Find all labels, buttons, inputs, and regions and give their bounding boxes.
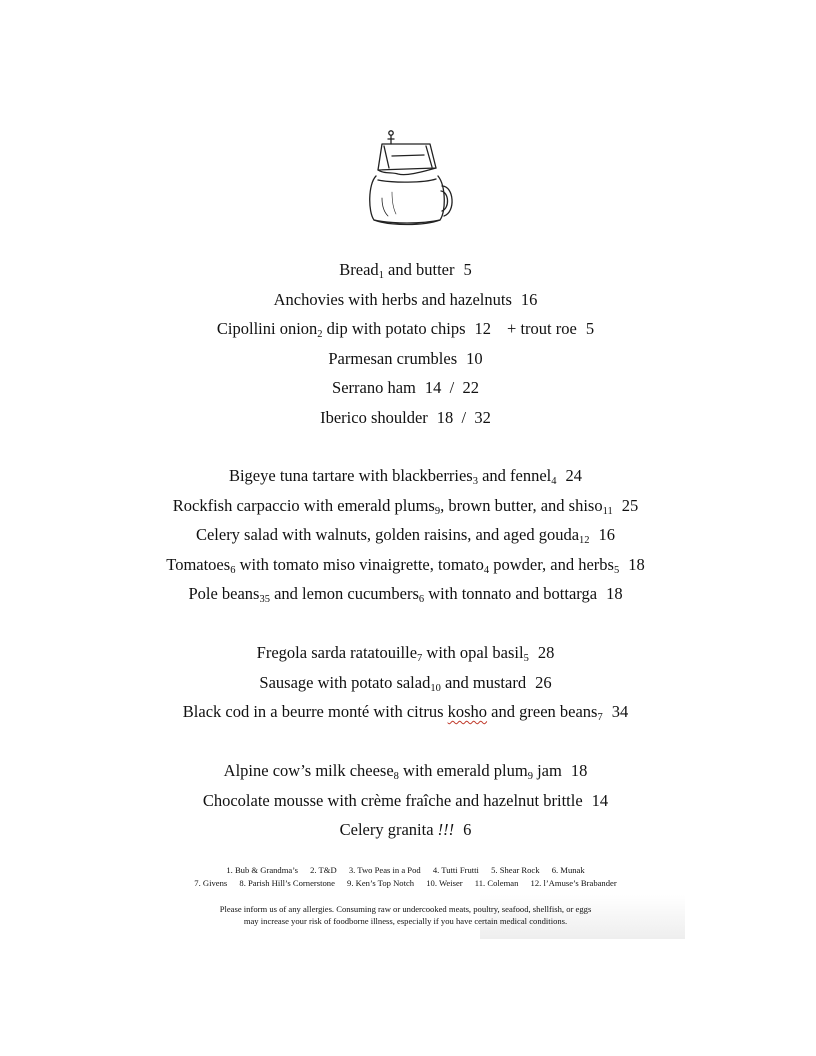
farm-footnote-ref: 2 xyxy=(317,329,323,340)
menu-item xyxy=(0,760,811,782)
menu-item xyxy=(0,790,811,812)
menu-item-price: 12 xyxy=(474,319,492,338)
menu-item-text: with tonnato and bottarga xyxy=(424,584,598,603)
menu-item-name xyxy=(340,820,455,839)
menu-item xyxy=(0,259,811,281)
menu-item xyxy=(0,701,811,723)
menu-item-price: 25 xyxy=(621,495,639,515)
menu-item xyxy=(0,318,811,340)
menu-item-text: Pole beans xyxy=(188,584,260,603)
farm-footnote-ref: 3 xyxy=(472,476,478,487)
menu-item-text: with opal basil xyxy=(422,643,524,662)
menu-item-name xyxy=(217,319,466,338)
menu-item xyxy=(0,583,811,605)
menu-item-text: Alpine cow’s milk cheese xyxy=(223,761,394,780)
menu-item-price: 5 xyxy=(463,260,472,279)
menu-item-text: , brown butter, and shiso xyxy=(440,495,603,515)
footnote: 4. Tutti Frutti xyxy=(432,865,479,875)
farm-footnote-ref: 5 xyxy=(523,653,529,664)
menu-item-text: Celery granita xyxy=(339,820,438,839)
farm-footnote-ref: 1 xyxy=(378,270,384,281)
menu-item-text: powder, and herbs xyxy=(489,554,614,574)
menu-item xyxy=(0,289,811,311)
menu-item-text: Cipollini onion xyxy=(216,319,318,338)
menu-item-text: and mustard xyxy=(440,672,527,692)
menu-item xyxy=(0,672,811,694)
menu-item-text: Fregola sarda ratatouille xyxy=(256,643,418,662)
farm-footnote-ref: 9 xyxy=(527,771,533,782)
menu-item-price: 28 xyxy=(537,643,555,662)
farm-footnote-ref: 5 xyxy=(613,564,620,576)
menu-item-name xyxy=(257,643,529,662)
menu-item-name xyxy=(332,378,416,397)
menu-item-price: 18 / 32 xyxy=(436,407,491,427)
farm-footnote-ref: 9 xyxy=(434,505,441,517)
menu-item-text: and green beans xyxy=(487,702,598,721)
menu-item-addon-price: 5 xyxy=(585,319,595,338)
farm-footnote-ref: 6 xyxy=(230,564,236,576)
menu-item-text: Parmesan crumbles xyxy=(328,348,458,368)
footnote: 9. Ken’s Top Notch xyxy=(347,878,415,888)
farm-footnote-ref: 4 xyxy=(551,476,557,487)
menu-item xyxy=(0,495,811,517)
menu-item xyxy=(0,524,811,546)
menu-item xyxy=(0,407,811,429)
farm-footnote-ref: 10 xyxy=(430,682,441,694)
footnote: 11. Coleman xyxy=(474,878,519,888)
menu-item-name xyxy=(259,673,526,692)
menu-item-text: Chocolate mousse with crème fraîche and hazelnut brittle xyxy=(202,790,583,810)
farm-footnote-ref: 11 xyxy=(602,505,613,517)
menu-item-text: dip with potato chips xyxy=(322,319,466,338)
menu-item xyxy=(0,465,811,487)
menu-item-addon: + trout roe xyxy=(507,319,577,338)
footnote: 5. Shear Rock xyxy=(491,865,540,875)
emphasis-text: !!! xyxy=(437,820,455,839)
menu-item-text: and fennel xyxy=(477,466,552,485)
menu-item-name xyxy=(196,525,590,544)
menu-item xyxy=(0,377,811,399)
menu-item-price: 18 xyxy=(606,584,623,603)
menu-item-text: Celery salad with walnuts, golden raisins, and aged gouda xyxy=(195,525,580,544)
menu-item-name xyxy=(224,761,562,780)
disclaimer-line-2: may increase your risk of foodborne illness, especially if you have certain medical conditions. xyxy=(243,916,568,926)
spellcheck-word: kosho xyxy=(447,702,488,721)
menu-item xyxy=(0,642,811,664)
allergy-disclaimer xyxy=(0,903,811,927)
menu-item-name xyxy=(328,349,457,368)
menu-item-text: Tomatoes xyxy=(166,554,231,574)
teapot-icon xyxy=(362,128,458,228)
menu-item-price: 18 xyxy=(570,761,588,780)
farm-footnote-ref: 7 xyxy=(597,712,603,723)
farm-footnote-ref: 6 xyxy=(418,594,425,605)
menu-item-text: and butter xyxy=(383,260,455,279)
disclaimer-line-1: Please inform us of any allergies. Consuming raw or undercooked meats, poultry, seafood, shellfish, or eggs xyxy=(219,904,592,914)
footnote: 10. Weiser xyxy=(426,878,463,888)
menu-item-name xyxy=(188,584,597,603)
footnote: 12. l’Amuse’s Brabander xyxy=(530,878,617,888)
footnotes-row-2 xyxy=(0,877,811,890)
menu-item-text: Serrano ham xyxy=(332,378,416,397)
menu-item-price: 34 xyxy=(611,702,629,721)
footnotes-row-1 xyxy=(0,864,811,877)
menu-item xyxy=(0,348,811,370)
menu-item-text: with emerald plum xyxy=(398,761,528,780)
menu-item-text: Bread xyxy=(339,260,379,279)
menu-item-text: Black cod in a beurre monté with citrus xyxy=(182,702,448,721)
menu-item-text: and lemon cucumbers xyxy=(269,584,419,603)
menu-item-price: 26 xyxy=(535,672,552,692)
footnotes xyxy=(0,864,811,890)
farm-footnote-ref: 7 xyxy=(417,653,423,664)
farm-footnote-ref: 8 xyxy=(393,771,399,782)
menu-item-text: Sausage with potato salad xyxy=(259,672,431,692)
footnote: 3. Two Peas in a Pod xyxy=(348,865,421,875)
menu-item-price: 14 xyxy=(591,790,609,810)
farm-footnote-ref: 12 xyxy=(579,535,590,546)
farm-footnote-ref: 35 xyxy=(259,594,270,605)
menu-item-name xyxy=(274,290,512,309)
footnote: 6. Munak xyxy=(551,865,585,875)
menu-item-price: 16 xyxy=(598,525,616,544)
menu-item-name xyxy=(203,791,583,810)
menu-item-price: 16 xyxy=(520,289,538,309)
menu-item-price: 10 xyxy=(466,348,483,368)
menu-item-text: Iberico shoulder xyxy=(320,407,428,427)
menu-item-price: 6 xyxy=(463,820,472,839)
farm-footnote-ref: 4 xyxy=(483,564,490,576)
menu-item-name xyxy=(229,466,557,485)
menu-item-name xyxy=(183,702,603,721)
menu-item-text: Rockfish carpaccio with emerald plums xyxy=(172,495,435,515)
menu-item-text: with tomato miso vinaigrette, tomato xyxy=(235,554,484,574)
footnote: 1. Bub & Grandma’s xyxy=(226,865,298,875)
footnote: 2. T&D xyxy=(310,865,337,875)
menu-item-name xyxy=(320,408,428,427)
menu-item-name xyxy=(173,496,613,515)
menu-item xyxy=(0,554,811,576)
menu-item-name xyxy=(339,260,454,279)
menu-item-text: jam xyxy=(532,761,562,780)
menu-item-text: Anchovies with herbs and hazelnuts xyxy=(273,289,512,309)
menu-item-text: Bigeye tuna tartare with blackberries xyxy=(228,466,473,485)
menu-item xyxy=(0,819,811,841)
menu-item-price: 14 / 22 xyxy=(424,378,479,397)
footnote: 7. Givens xyxy=(194,878,228,888)
menu-item-price: 18 xyxy=(628,554,645,574)
menu-item-name xyxy=(166,555,619,574)
menu-item-price: 24 xyxy=(565,466,583,485)
footnote: 8. Parish Hill’s Cornerstone xyxy=(239,878,335,888)
